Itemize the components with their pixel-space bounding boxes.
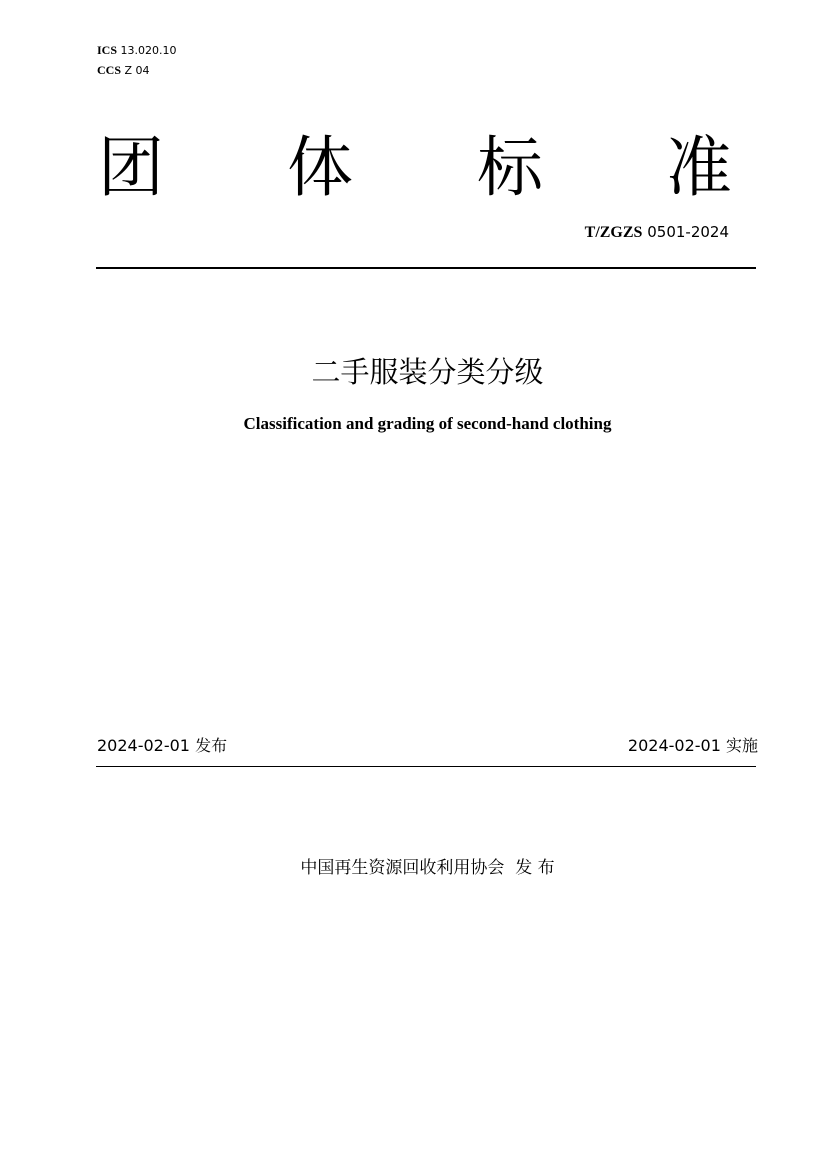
- ics-code: [97, 43, 177, 58]
- bottom-divider: [96, 766, 756, 767]
- header-char-2: 体: [287, 129, 353, 206]
- ccs-code: [97, 63, 150, 78]
- implementation-date: 2024-02-01 实施: [627, 736, 758, 755]
- document-title-english: Classification and grading of second-hand clothing: [243, 414, 612, 433]
- ics-value: 13.020.10: [120, 44, 177, 57]
- document-title-chinese: 二手服装分类分级: [311, 355, 544, 389]
- standard-number: [585, 222, 729, 243]
- header-char-4: 准: [666, 129, 732, 206]
- ccs-value: Z 04: [124, 64, 150, 77]
- standard-prefix: T/ZGZS: [584, 224, 643, 241]
- standard-code: 0501-2024: [647, 223, 729, 241]
- ccs-label: CCS: [97, 63, 122, 77]
- issue-date: 2024-02-01 发布: [97, 736, 228, 755]
- header-char-3: 标: [477, 129, 543, 206]
- publisher: 中国再生资源回收利用协会 发 布: [300, 858, 555, 878]
- top-divider: [96, 267, 756, 269]
- ics-label: ICS: [97, 43, 118, 57]
- header-char-1: 团: [98, 129, 164, 206]
